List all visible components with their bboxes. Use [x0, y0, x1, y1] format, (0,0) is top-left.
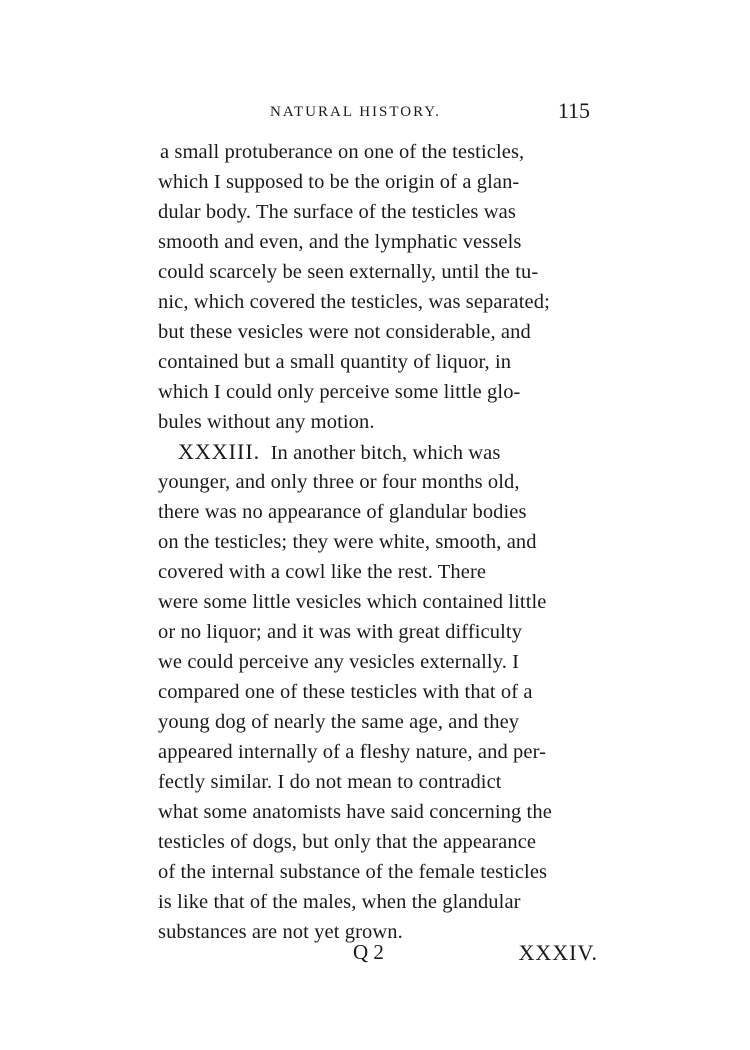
text-line: were some little vesicles which contained little	[158, 591, 547, 613]
text-line: could scarcely be seen externally, until the tu-	[158, 261, 539, 283]
text-line: substances are not yet grown.	[158, 921, 403, 943]
text-line: fectly similar. I do not mean to contradict	[158, 771, 502, 793]
text-line: there was no appearance of glandular bodies	[158, 501, 527, 523]
text-line: smooth and even, and the lymphatic vessels	[158, 231, 522, 253]
running-head: NATURAL HISTORY.	[270, 104, 441, 120]
text-line: which I could only perceive some little glo-	[158, 381, 521, 403]
text-line: we could perceive any vesicles externally. I	[158, 651, 520, 673]
text-line: what some anatomists have said concerning the	[158, 801, 552, 823]
text-line: younger, and only three or four months old,	[158, 471, 520, 493]
page-number: 115	[557, 98, 590, 123]
section-number: XXXIII.	[178, 439, 261, 464]
text-line: is like that of the males, when the glandular	[158, 891, 521, 913]
text-line: but these vesicles were not considerable, and	[158, 321, 531, 343]
text-line: dular body. The surface of the testicles was	[158, 201, 516, 223]
text-line: compared one of these testicles with that of a	[158, 681, 533, 703]
text-line: a small protuberance on one of the testicles,	[160, 141, 525, 163]
text-line: bules without any motion.	[158, 411, 375, 433]
text-line: which I supposed to be the origin of a glan-	[158, 171, 520, 193]
text-line: testicles of dogs, but only that the appearance	[158, 831, 537, 853]
section-start-line	[178, 438, 500, 467]
text-line: on the testicles; they were white, smooth, and	[158, 531, 537, 553]
catchword: XXXIV.	[518, 940, 598, 965]
signature-mark: Q 2	[353, 940, 384, 964]
text-line: of the internal substance of the female testicles	[158, 861, 548, 883]
text-line: In another bitch, which was	[270, 442, 501, 464]
page-footer	[158, 940, 598, 976]
text-line: covered with a cowl like the rest. There	[158, 561, 487, 583]
text-line: or no liquor; and it was with great difficulty	[158, 621, 523, 643]
text-line: young dog of nearly the same age, and they	[158, 711, 520, 733]
page-header	[270, 98, 590, 128]
text-line: nic, which covered the testicles, was separated;	[158, 291, 550, 313]
text-line: contained but a small quantity of liquor, in	[158, 351, 512, 373]
text-line: appeared internally of a fleshy nature, and per-	[158, 741, 547, 763]
